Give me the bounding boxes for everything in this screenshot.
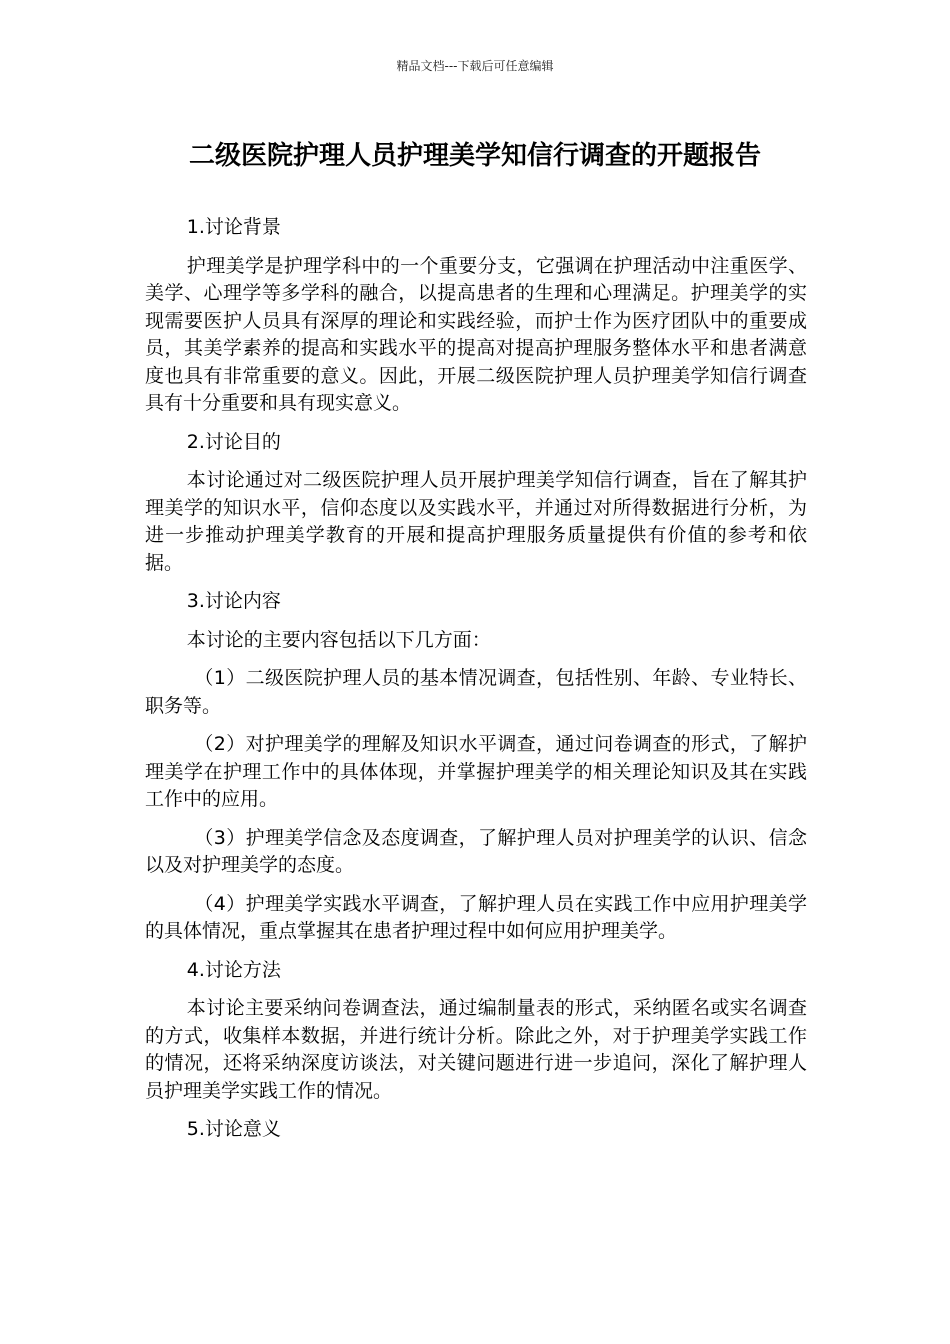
background-paragraph: 护理美学是护理学科中的一个重要分支，它强调在护理活动中注重医学、美学、心理学等多学科的融合，以提高患者的生理和心理满足。护理美学的实现需要医护人员具有深厚的理论和实践经验，而护士作为医疗团队中的重要成员，其美学素养的提高和实践水平的提高对提高护理服务整体水平和患者满意度也具有非常重要的意义。因此，开展二级医院护理人员护理美学知信行调查具有十分重要和具有现实意义。 [145, 254, 807, 414]
content-list-item: （3）护理美学信念及态度调查，了解护理人员对护理美学的认识、信念以及对护理美学的态度。 [145, 826, 807, 876]
document-body [145, 210, 807, 1155]
content-list-item: （4）护理美学实践水平调查，了解护理人员在实践工作中应用护理美学的具体情况，重点掌握其在患者护理过程中如何应用护理美学。 [145, 892, 807, 942]
method-paragraph: 本讨论主要采纳问卷调查法，通过编制量表的形式，采纳匿名或实名调查的方式，收集样本数据，并进行统计分析。除此之外，对于护理美学实践工作的情况，还将采纳深度访谈法，对关键问题进行进一步追问，深化了解护理人员护理美学实践工作的情况。 [145, 997, 807, 1102]
content-list-item: （1）二级医院护理人员的基本情况调查，包括性别、年龄、专业特长、职务等。 [145, 667, 807, 717]
section-heading-purpose: 2.讨论目的 [186, 430, 281, 453]
section-heading-significance: 5.讨论意义 [186, 1118, 281, 1140]
purpose-paragraph: 本讨论通过对二级医院护理人员开展护理美学知信行调查，旨在了解其护理美学的知识水平，信仰态度以及实践水平，并通过对所得数据进行分析，为进一步推动护理美学教育的开展和提高护理服务质量提供有价值的参考和依据。 [145, 469, 807, 574]
content-intro-paragraph: 本讨论的主要内容包括以下几方面： [186, 628, 491, 651]
document-title: 二级医院护理人员护理美学知信行调查的开题报告 [188, 141, 761, 171]
section-heading-content: 3.讨论内容 [186, 590, 281, 612]
section-heading-method: 4.讨论方法 [186, 958, 281, 981]
header-note: 精品文档---下载后可任意编辑 [396, 59, 554, 73]
section-heading-background: 1.讨论背景 [186, 216, 281, 238]
content-list-item: （2）对护理美学的理解及知识水平调查，通过问卷调查的形式，了解护理美学在护理工作中的具体体现，并掌握护理美学的相关理论知识及其在实践工作中的应用。 [145, 733, 807, 810]
